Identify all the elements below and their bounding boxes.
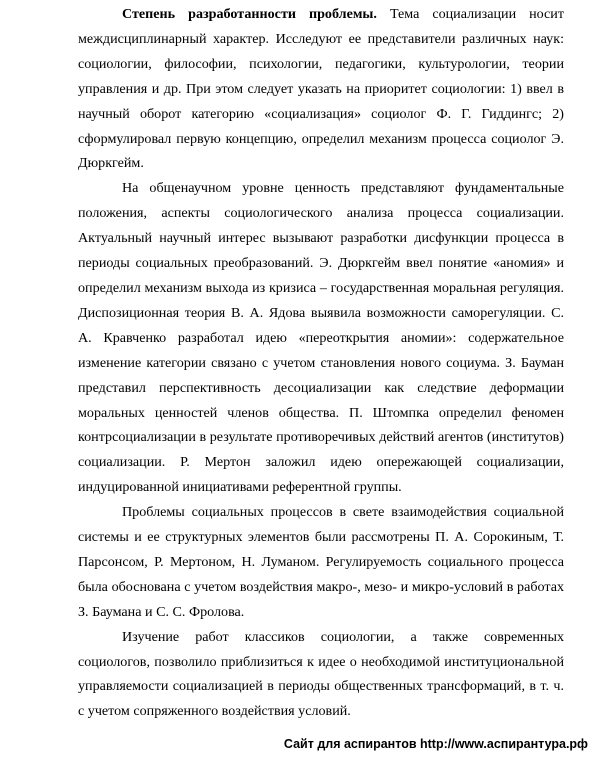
paragraph-social-processes xyxy=(78,500,564,625)
paragraph-general-science xyxy=(78,176,564,500)
paragraph-text: Изучение работ классиков социологии, а также современных социологов, позволило приблизиться к идее о необходимой институциональной управляемости социализацией в периоды общественных трансформаций, в т. ч. с учетом сопряженного воздействия условий. xyxy=(78,628,564,720)
paragraph-development-degree xyxy=(78,2,564,176)
paragraph-classics-study xyxy=(78,625,564,725)
paragraph-text: Проблемы социальных процессов в свете взаимодействия социальной системы и ее структурных элементов были рассмотрены П. А. Сорокиным, Т. Парсонсом, Р. Мертоном, Н. Луманом. Регулируемость социального процесса была обоснована с учетом воздействия макро-, мезо- и микро-условий в работах З. Баумана и С. С. Фролова. xyxy=(78,504,564,620)
document-body xyxy=(78,2,564,724)
paragraph-lead: Степень разработанности проблемы. xyxy=(122,6,377,22)
site-watermark: Сайт для аспирантов http://www.аспирантура.рф xyxy=(283,737,588,751)
paragraph-text: На общенаучном уровне ценность представляют фундаментальные положения, аспекты социологического анализа процесса социализации. Актуальный научный интерес вызывают разработки дисфункции процесса в периоды социальных преобразований. Э. Дюркгейм ввел понятие «аномия» и определил механизм выхода из кризиса – государственная моральная регуляция. Диспозиционная теория В. А. Ядова выявила возможности саморегуляции. С. А. Кравченко разработал идею «переоткрытия аномии»: содержательное изменение категории связано с учетом становления нового социума. З. Бауман представил перспективность десоциализации как следствие деформации моральных ценностей членов общества. П. Штомпка определил феномен контрсоциализации в результате противоречивых действий агентов (институтов) социализации. Р. Мертон заложил идею опережающей социализации, индуцированной инициативами референтной группы. xyxy=(78,180,564,496)
paragraph-text: Тема социализации носит междисциплинарный характер. Исследуют ее представители различных наук: социологии, философии, психологии, педагогики, культурологии, теории управления и др. При этом следует указать на приоритет социологии: 1) ввел в научный оборот категорию «социализация» социолог Ф. Г. Гиддингс; 2) сформулировал первую концепцию, определил механизм процесса социолог Э. Дюркгейм. xyxy=(78,6,565,172)
